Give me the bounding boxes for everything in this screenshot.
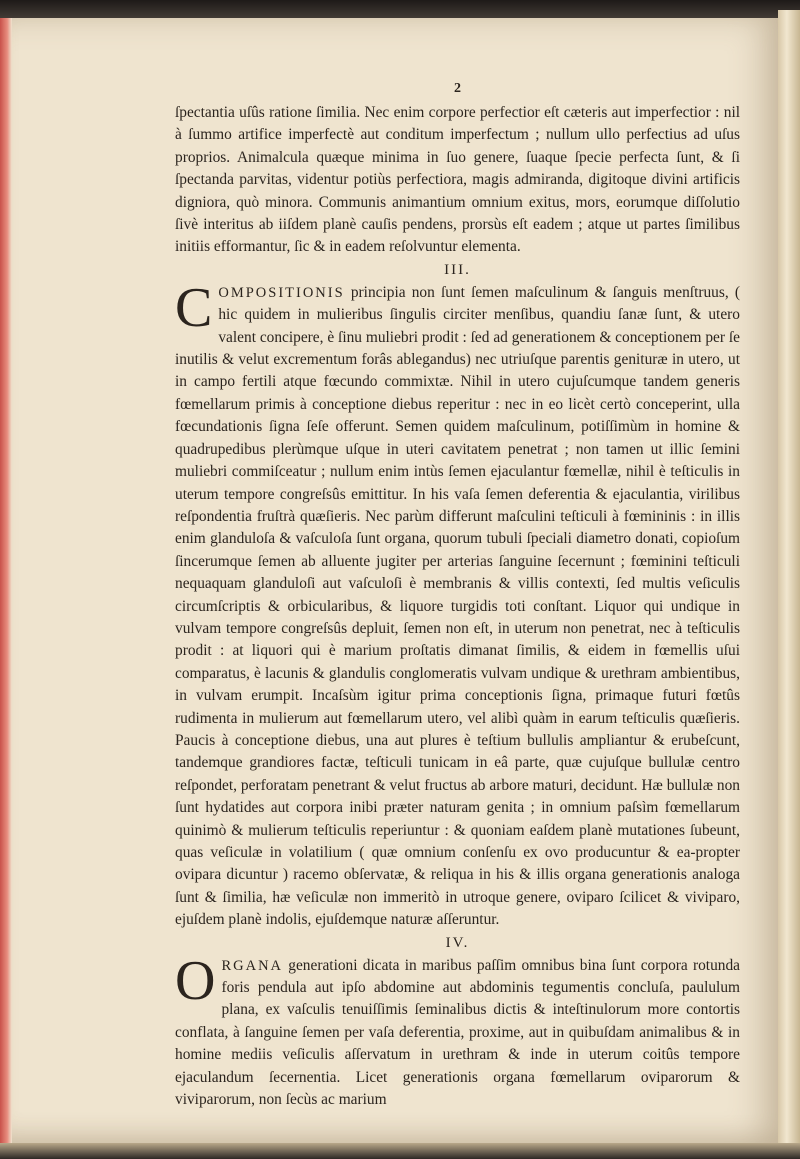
book-bottom-edge [0, 1143, 800, 1159]
section-iii-text: principia non ſunt ſemen maſculinum & ſanguis menſtruus, ( hic quidem in mulieribus ſingulis circiter menſibus, quandiu ſanæ ſunt, & utero valent concipere, è ſinu muliebri prodit : ſed ad generationem & conceptionem per ſe inutilis & velut excrementum forâs ablegandus) nec utriuſque parentis genituræ in utero, ut in campo fertili atque fœcundo commixtæ. Nihil in utero cujuſcumque tandem generis fœmellarum primis à conceptione diebus reperitur : nec in eo licèt certò conceperint, ulla fœcundationis ſigna ſeſe offerunt. Semen quidem maſculinum, potiſſimùm in homine & quadrupedibus plerùmque uſque in uteri cavitatem penetrat ; non tamen ut illic ſemini muliebri commiſceatur ; nullum enim intùs ſemen ejaculantur fœmellæ, nihil è teſticulis in uterum tempore congreſsûs emittitur. In his vaſa ſemen deferentia & ejaculantia, virilibus reſpondentia fruſtrà quæſieris. Nec parùm differunt maſculini teſticuli à fœmininis : in illis enim glanduloſa & vaſculoſa ſunt organa, quorum tubuli ſpeciali diametro donati, copioſum ſincerumque ſemen ab alluente jugiter per arterias ſanguine ſecernunt ; fœminini teſticuli nequaquam glanduloſi aut vaſculoſi è membranis & villis contexti, ſed multis veſiculis circumſcriptis & orbicularibus, & liquore turgidis toti conſtant. Liquor qui undique in vulvam tempore congreſsûs depluit, ſemen non eſt, in uterum non penetrat, nec à teſticulis prodit : at liquori qui è marium proſtatis dimanat ſimilis, & eidem in fœmellis uſui comparatus, è lacunis & glandulis conglomeratis vulvam undique & urethram ambientibus, in vulvam erumpit. Incaſsùm igitur prima conceptionis ſigna, primaque futuri fœtûs rudimenta in mulierum aut fœmellarum utero, vel alibì quàm in earum teſticulis quæſieris. Paucis à conceptione diebus, una aut plures è teſtium bullulis ampliantur & erubeſcunt, tandemque grandiores factæ, teſticuli tunicam in eâ parte, quæ cujuſque bullulæ centro reſpondet, perforatam penetrant & velut fructus ab arbore maturi, decidunt. Hæ bullulæ non ſunt hydatides aut corpora inibi præter naturam genita ; in omnium paſsìm fœmellarum quinimò & mulierum teſticulis reperiuntur : & quoniam eaſdem planè mutationes ſubeunt, quas veſiculæ in volatilium ( quæ omnium conſenſu ex ovo producuntur & ea-propter ovipara dicuntur ) racemo obſervatæ, & reliqua in his & illis organa generationis analoga ſunt & ſimilia, hæ veſiculæ non immeritò in utroque genere, oviparo ſcilicet & viviparo, ejuſdem planè indolis, ejuſdemque naturæ aſſeruntur. [175, 283, 740, 929]
page-fore-edge [778, 10, 800, 1150]
section-iv-paragraph [175, 949, 740, 1112]
page-gutter [0, 18, 12, 1144]
section-iv-lead-word: RGANA [221, 957, 284, 974]
paragraph-continuation: ſpectantia uſûs ratione ſimilia. Nec enim corpore perfectior eſt cæteris aut imperfectior : nil à ſummo artifice imperfectè aut conditum imperfectum ; nullum ullo perfectius ad uſus proprios. Animalcula quæque minima in ſuo genere, ſuaque ſpecie perfecta ſunt, & ſi ſpectanda parvitas, videntur potiùs perfectiora, magis admiranda, digitoque divini artificis digniora, quò minora. Communis animantium omnium exitus, mors, eorumque diſſolutio ſivè interitus ab iiſdem planè cauſis pendens, prorsùs eſt eadem ; atque ut partes ſimilibus initiis efformantur, ſic & in eadem reſolvuntur elementa. [175, 104, 740, 256]
section-number-iv: IV. [445, 934, 470, 951]
drop-cap-o: O [175, 949, 216, 1012]
page-number: 2 [454, 81, 461, 96]
section-iv-text: generationi dicata in maribus paſſim omnibus bina ſunt corpora rotunda foris pendula aut ipſo abdomine aut abdominis tegumentis concluſa, paululum plana, ex vaſculis tenuiſſimis ſeminalibus dictis & inteſtinulorum more contortis conflata, à ſanguine ſemen per vaſa deferentia, proxime, aut in quibuſdam animalibus & in homine mediis veſiculis aſſervatum in urethram & inde in uterum coitûs tempore ejaculandum ſecernentia. Licet generationis organa fœmellarum oviparorum & viviparorum, non ſecùs ac marium [175, 956, 740, 1109]
section-iii-paragraph [175, 276, 740, 932]
page-text-block [175, 80, 740, 1111]
section-iii-lead-word: OMPOSITIONIS [218, 284, 345, 301]
section-number-iii: III. [444, 261, 471, 278]
drop-cap-c: C [175, 276, 213, 339]
